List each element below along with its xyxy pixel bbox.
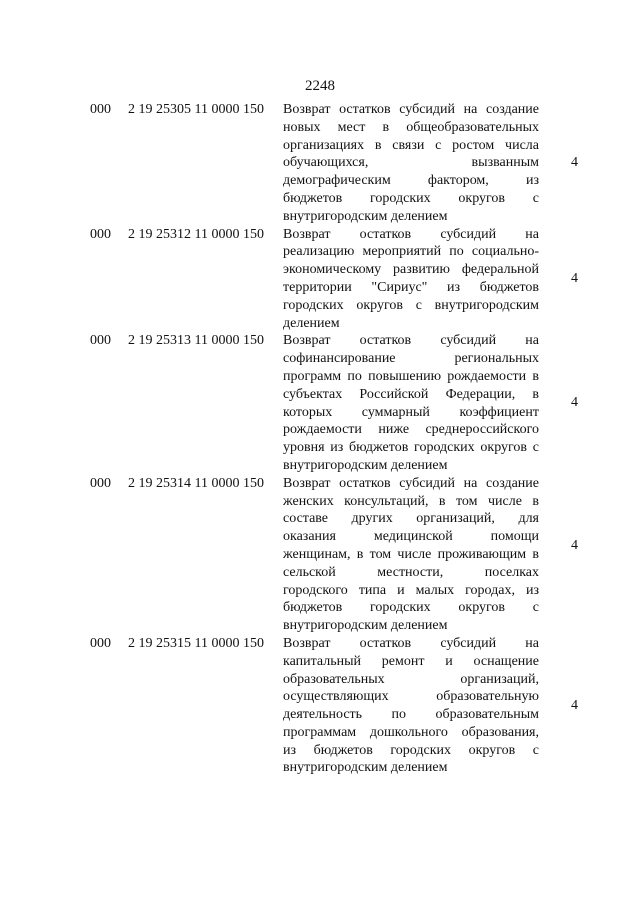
admin-code: 000 bbox=[90, 102, 111, 117]
admin-code: 000 bbox=[90, 226, 111, 242]
admin-code: 000 bbox=[90, 635, 111, 651]
normative-reference: 4 bbox=[571, 395, 578, 411]
description-line: Возврат остатков субсидий на bbox=[283, 333, 539, 349]
description-line: внутригородским делением bbox=[283, 208, 448, 224]
normative-reference: 4 bbox=[571, 697, 578, 713]
description-line: женских консультаций, в том числе в bbox=[283, 493, 539, 509]
table-row bbox=[90, 101, 590, 226]
table-row bbox=[90, 475, 590, 635]
income-description bbox=[283, 226, 539, 333]
description-line: программ по повышению рождаемости в bbox=[283, 368, 539, 384]
description-line: деятельность по образовательным bbox=[283, 707, 539, 723]
budget-classification-code: 2 19 25312 11 0000 150 bbox=[128, 226, 264, 242]
normative-reference: 4 bbox=[571, 155, 578, 170]
description-line: субъектах Российской Федерации, в bbox=[283, 386, 539, 402]
description-line: экономическому развитию федеральной bbox=[283, 262, 539, 278]
description-line: осуществляющих образовательную bbox=[283, 689, 539, 705]
description-line: программам дошкольного образования, bbox=[283, 724, 539, 740]
description-line: внутригородским делением bbox=[283, 618, 448, 634]
description-line: Возврат остатков субсидий на создание bbox=[283, 102, 539, 117]
description-line: Возврат остатков субсидий на bbox=[283, 226, 539, 242]
description-line: делением bbox=[283, 315, 340, 331]
description-line: которых суммарный коэффициент bbox=[283, 404, 539, 420]
description-line: Возврат остатков субсидий на bbox=[283, 635, 539, 651]
description-line: рождаемости ниже среднероссийского bbox=[283, 422, 539, 438]
table-row bbox=[90, 332, 590, 474]
description-line: сельской местности, поселках bbox=[283, 564, 539, 580]
budget-classification-code: 2 19 25315 11 0000 150 bbox=[128, 635, 264, 651]
budget-code-table bbox=[90, 101, 590, 777]
description-line: капитальный ремонт и оснащение bbox=[283, 653, 539, 669]
description-line: городского типа и малых городах, из bbox=[283, 582, 539, 598]
table-row bbox=[90, 635, 590, 777]
description-line: женщинам, в том числе проживающим в bbox=[283, 546, 539, 562]
admin-code: 000 bbox=[90, 333, 111, 349]
budget-classification-code: 2 19 25314 11 0000 150 bbox=[128, 475, 264, 491]
description-line: бюджетов городских округов с bbox=[283, 600, 539, 616]
income-description bbox=[283, 101, 539, 226]
description-line: из бюджетов городских округов с bbox=[283, 742, 539, 758]
admin-code: 000 bbox=[90, 475, 111, 491]
description-line: составе других организаций, для bbox=[283, 511, 539, 527]
description-line: Возврат остатков субсидий на создание bbox=[283, 475, 539, 491]
income-description bbox=[283, 475, 539, 635]
income-description bbox=[283, 635, 539, 777]
description-line: оказания медицинской помощи bbox=[283, 529, 539, 545]
table-row bbox=[90, 226, 590, 333]
description-line: внутригородским делением bbox=[283, 760, 448, 776]
budget-classification-code: 2 19 25305 11 0000 150 bbox=[128, 102, 264, 117]
income-description bbox=[283, 332, 539, 474]
description-line: организациях в связи с ростом числа bbox=[283, 137, 539, 153]
budget-classification-code: 2 19 25313 11 0000 150 bbox=[128, 333, 264, 349]
description-line: образовательных организаций, bbox=[283, 671, 539, 687]
description-line: городских округов с внутригородским bbox=[283, 297, 539, 313]
description-line: обучающихся, вызванным bbox=[283, 155, 539, 171]
description-line: внутригородским делением bbox=[283, 457, 448, 473]
description-line: софинансирование региональных bbox=[283, 351, 539, 367]
normative-reference: 4 bbox=[571, 270, 578, 286]
page-number: 2248 bbox=[305, 78, 335, 94]
description-line: территории "Сириус" из бюджетов bbox=[283, 279, 539, 295]
description-line: демографическим фактором, из bbox=[283, 173, 539, 189]
normative-reference: 4 bbox=[571, 537, 578, 553]
description-line: уровня из бюджетов городских округов с bbox=[283, 440, 539, 456]
description-line: новых мест в общеобразовательных bbox=[283, 119, 539, 135]
description-line: бюджетов городских округов с bbox=[283, 190, 539, 206]
description-line: реализацию мероприятий по социально- bbox=[283, 244, 539, 260]
